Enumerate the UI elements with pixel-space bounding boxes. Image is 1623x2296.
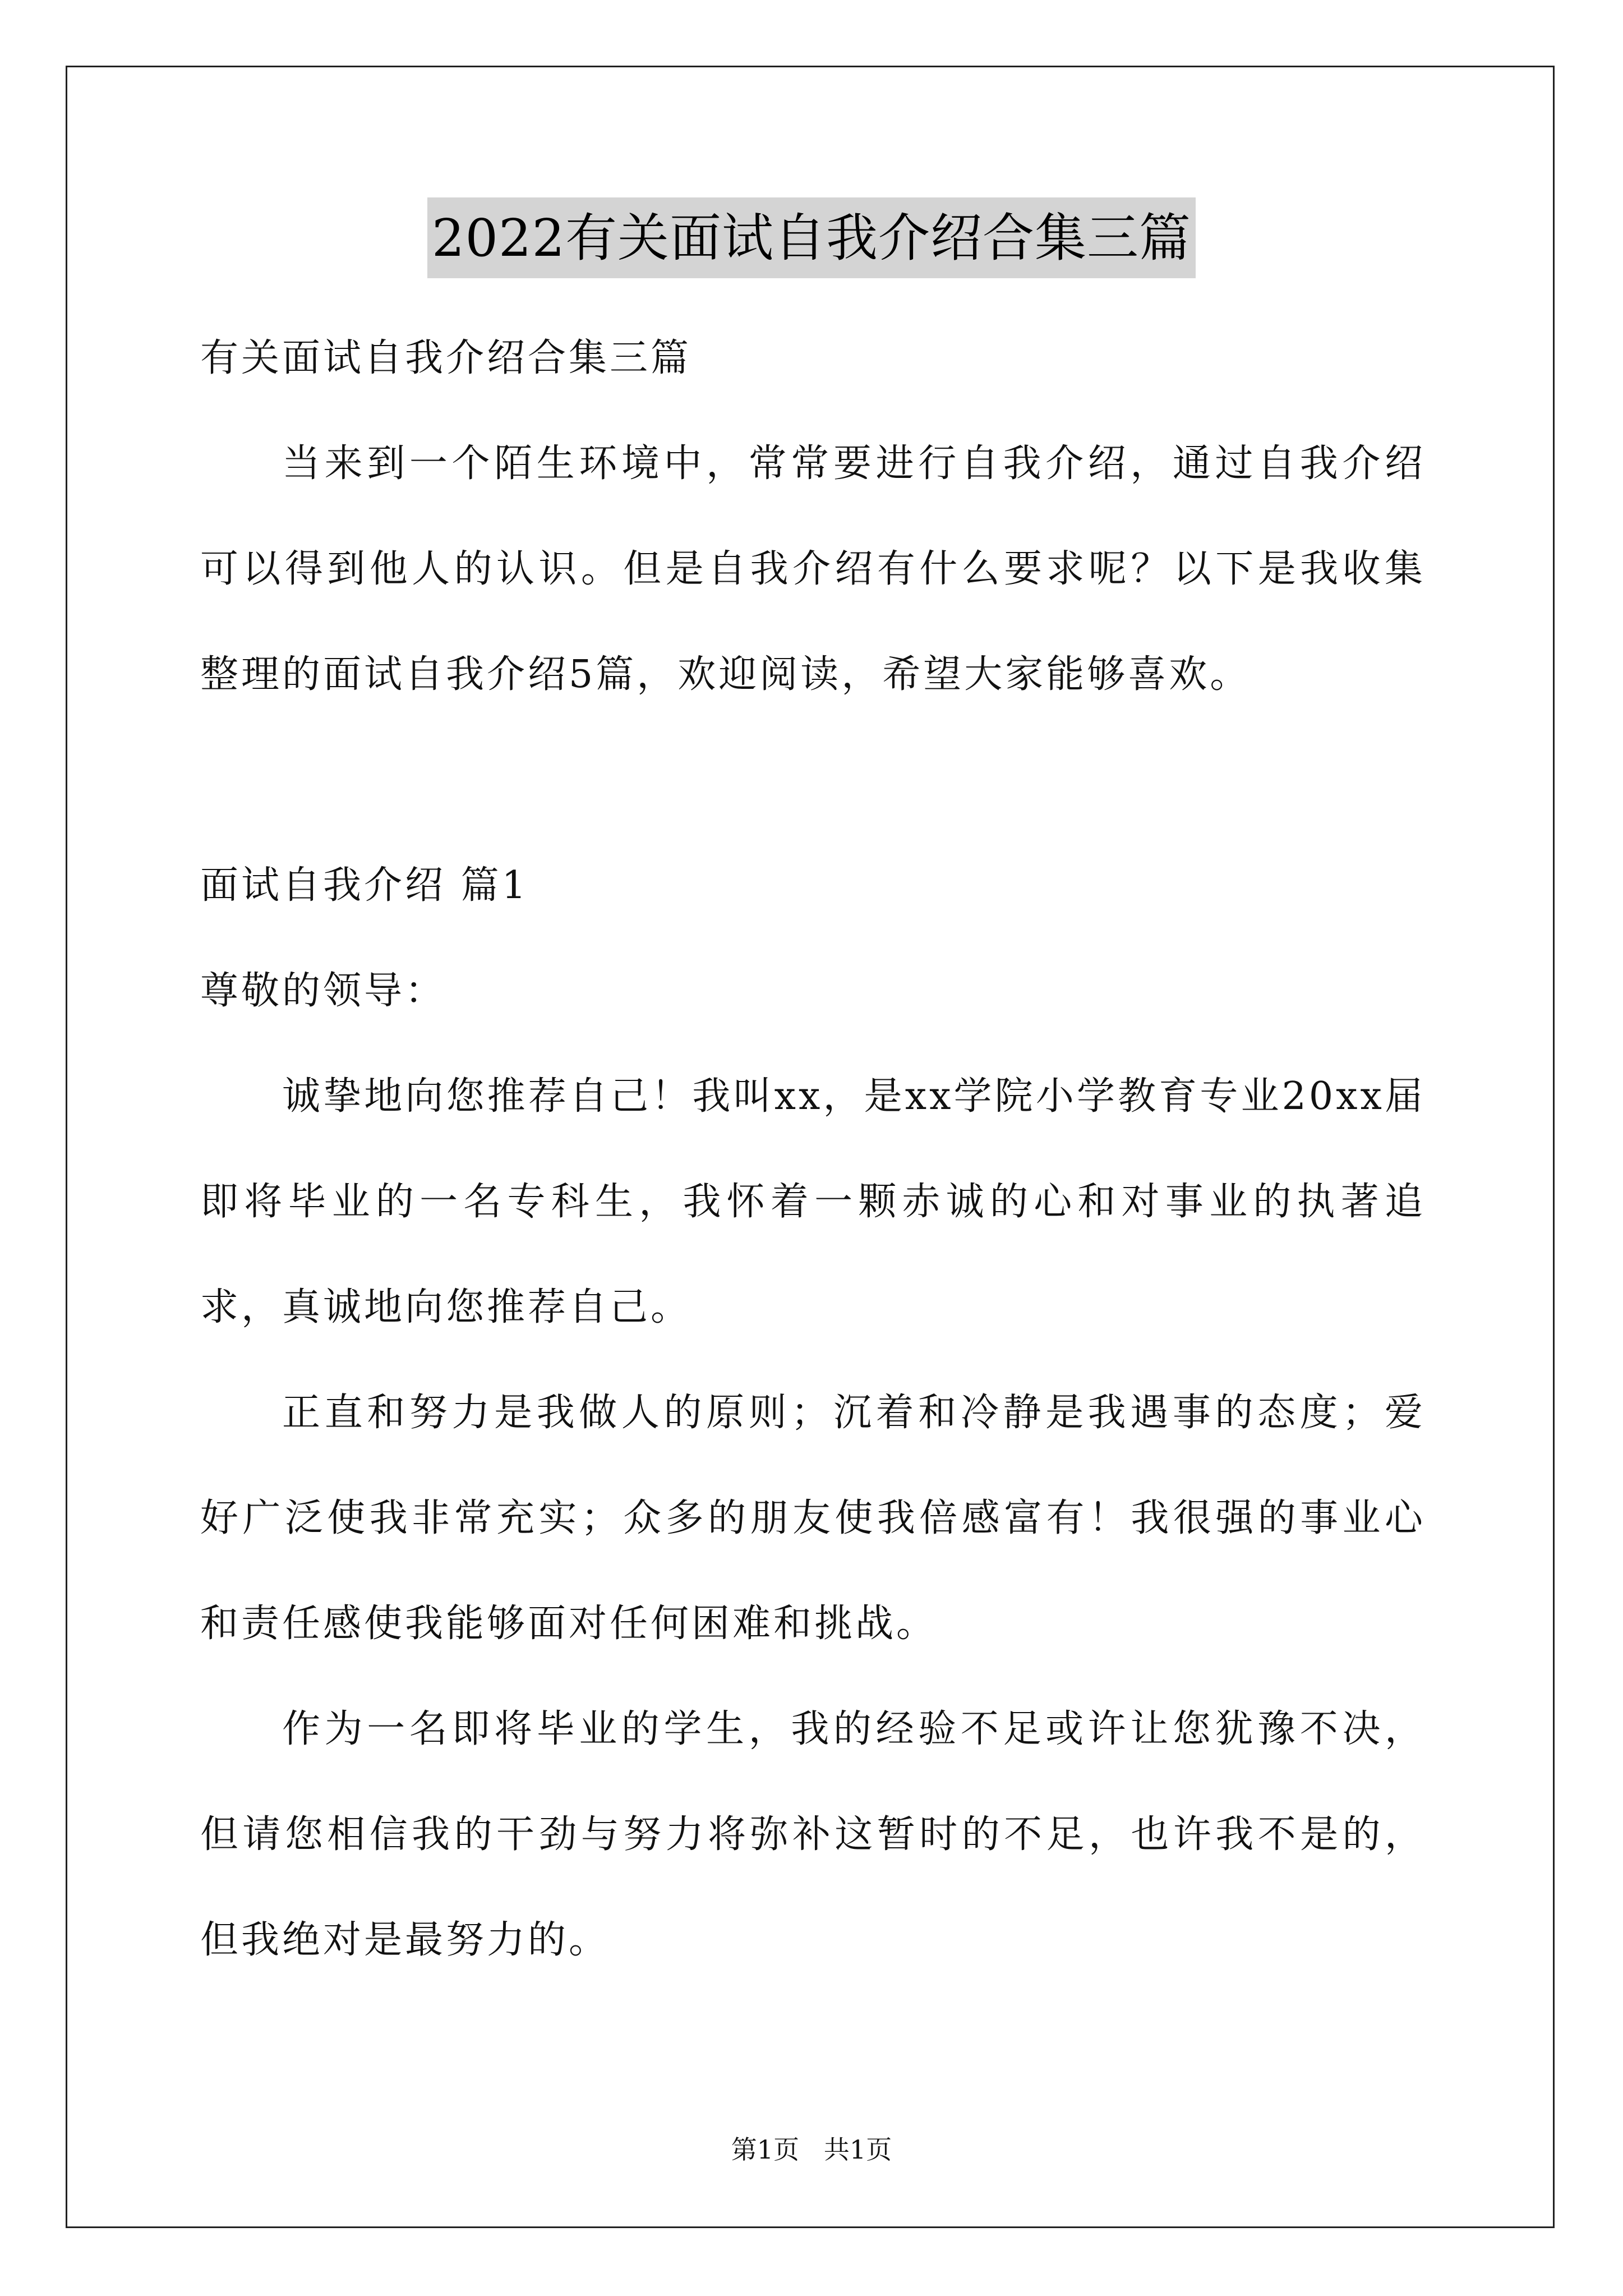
page-number-footer: 第1页 共1页	[731, 2134, 892, 2165]
body-paragraph: 诚挚地向您推荐自己！我叫xx，是xx学院小学教育专业20xx届即将毕业的一名专科生，我怀着一颗赤诚的心和对事业的执著追求，真诚地向您推荐自己。	[200, 1074, 1426, 1329]
document-title: 2022有关面试自我介绍合集三篇	[427, 197, 1196, 278]
document-subtitle: 有关面试自我介绍合集三篇	[200, 336, 692, 380]
intro-paragraph: 当来到一个陌生环境中，常常要进行自我介绍，通过自我介绍可以得到他人的认识。但是自我介绍有什么要求呢？以下是我收集整理的面试自我介绍5篇，欢迎阅读，希望大家能够喜欢。	[200, 441, 1426, 697]
salutation: 尊敬的领导：	[200, 969, 446, 1013]
blank-line	[200, 728, 1426, 833]
body-paragraph: 作为一名即将毕业的学生，我的经验不足或许让您犹豫不决，但请您相信我的干劲与努力将弥补这暂时的不足，也许我不是的，但我绝对是最努力的。	[200, 1707, 1426, 1962]
title-container	[0, 197, 1623, 278]
section-heading: 面试自我介绍 篇1	[200, 863, 529, 908]
document-body	[200, 306, 1426, 1993]
body-paragraph: 正直和努力是我做人的原则；沉着和冷静是我遇事的态度；爱好广泛使我非常充实；众多的朋友使我倍感富有！我很强的事业心和责任感使我能够面对任何困难和挑战。	[200, 1391, 1426, 1646]
